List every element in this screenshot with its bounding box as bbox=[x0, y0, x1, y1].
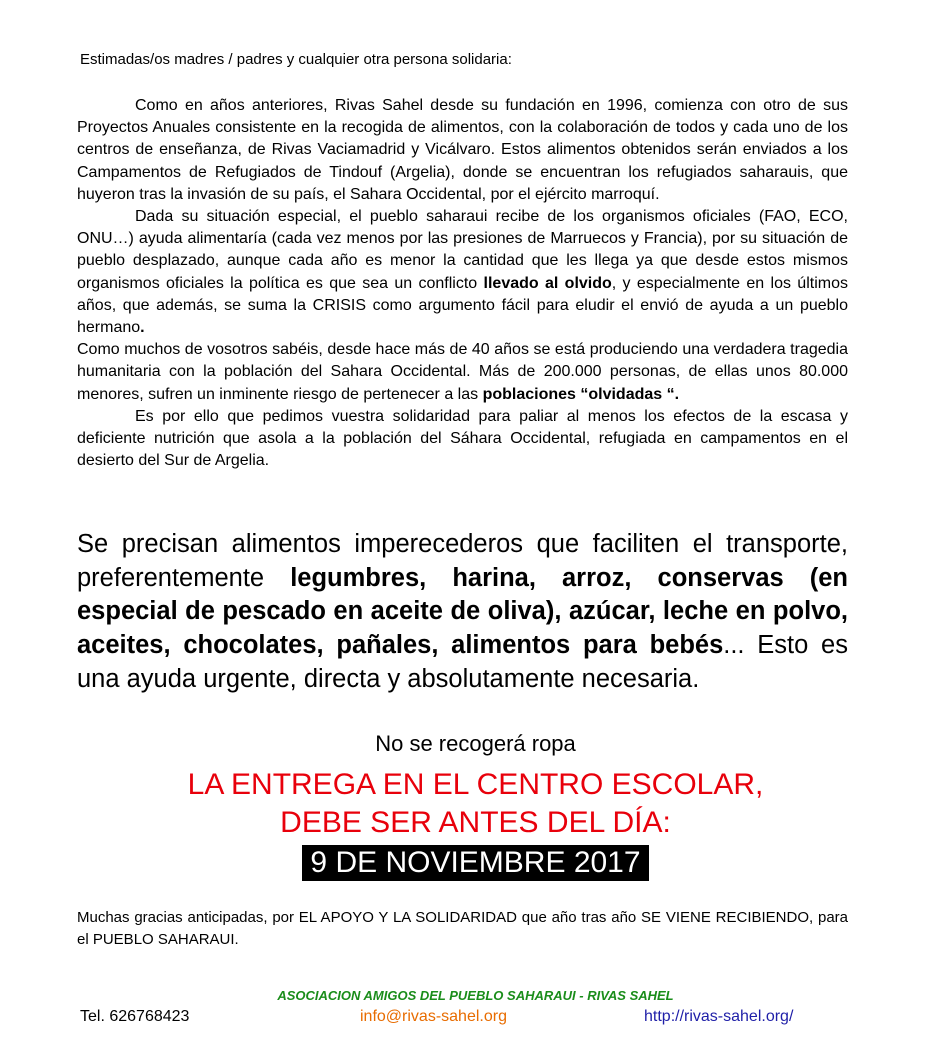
paragraph-situation-text-2: , y especialmente en los últimos años, que además, se suma la CRISIS como argumento fácil para eludir el envió de ayuda a un pueblo hermano bbox=[77, 274, 848, 337]
deadline-date: 9 DE NOVIEMBRE 2017 bbox=[302, 845, 648, 881]
deadline-line-1: LA ENTREGA EN EL CENTRO ESCOLAR, bbox=[187, 768, 764, 801]
food-request-intro: Se precisan alimentos imperecederos que faciliten el transporte, preferentemente bbox=[77, 530, 848, 592]
deadline-line-2: DEBE SER ANTES DEL DÍA: bbox=[280, 806, 671, 839]
paragraph-tragedy-text: Como muchos de vosotros sabéis, desde hace más de 40 años se está produciendo una verdadera tragedia humanitaria con la población del Sahara Occidental. Más de 200.000 personas, de ellas unos 80.000 menores, sufren un inminente riesgo de pertenecer a las bbox=[77, 341, 848, 403]
food-request bbox=[77, 528, 848, 697]
forgotten-conflict-emphasis: llevado al olvido bbox=[483, 274, 612, 292]
no-clothes-notice: No se recogerá ropa bbox=[375, 731, 576, 756]
letter-body bbox=[77, 95, 848, 472]
paragraph-tragedy bbox=[77, 339, 848, 406]
paragraph-situation-text: Dada su situación especial, el pueblo saharaui recibe de los organismos oficiales (FAO, ECO, ONU…) ayuda alimentaría (cada vez menos por las presiones de Marruecos y Francia), por su situación de pueblo desplazado, aunque cada año es menor la cantidad que les llega ya que desde estos mismos organismos oficiales la política es que sea un conflicto bbox=[77, 208, 848, 292]
paragraph-project: Como en años anteriores, Rivas Sahel desde su fundación en 1996, comienza con otro de sus Proyectos Anuales consistente en la recogida de alimentos, con la colaboración de todos y cada uno de los centros de enseñanza, de Rivas Vaciamadrid y Vicálvaro. Estos alimentos obtenidos serán enviados a los Campamentos de Refugiados de Tindouf (Argelia), donde se encuentran los refugiados saharauis, que huyeron tras la invasión de su país, el Sahara Occidental, por el ejército marroquí. bbox=[77, 97, 848, 203]
association-name: ASOCIACION AMIGOS DEL PUEBLO SAHARAUI - RIVAS SAHEL bbox=[277, 988, 674, 1003]
deadline-date-wrapper bbox=[0, 845, 951, 881]
paragraph-solidarity: Es por ello que pedimos vuestra solidaridad para paliar al menos los efectos de la escasa y deficiente nutrición que asola a la población del Sáhara Occidental, refugiada en campamentos en el desierto del Sur de Argelia. bbox=[77, 407, 848, 470]
paragraph-situation bbox=[77, 206, 848, 339]
greeting: Estimadas/os madres / padres y cualquier otra persona solidaria: bbox=[80, 51, 512, 68]
forgotten-populations-emphasis: poblaciones “olvidadas “. bbox=[482, 385, 680, 403]
food-request-paragraph bbox=[77, 528, 848, 697]
thanks-text: Muchas gracias anticipadas, por EL APOYO Y LA SOLIDARIDAD que año tras año SE VIENE RECIBIENDO, para el PUEBLO SAHARAUI. bbox=[77, 909, 848, 948]
website-link[interactable]: http://rivas-sahel.org/ bbox=[644, 1008, 794, 1025]
phone-number: Tel. 626768423 bbox=[80, 1008, 190, 1025]
email-link[interactable]: info@rivas-sahel.org bbox=[360, 1008, 507, 1025]
paragraph-situation-end: . bbox=[140, 319, 145, 337]
food-items-list: legumbres, harina, arroz, conservas (en especial de pescado en aceite de oliva), azúcar, leche en polvo, aceites, chocolates, pañales, alimentos para bebés bbox=[77, 563, 849, 660]
food-request-outro: ... Esto es una ayuda urgente, directa y absolutamente necesaria. bbox=[77, 631, 848, 693]
